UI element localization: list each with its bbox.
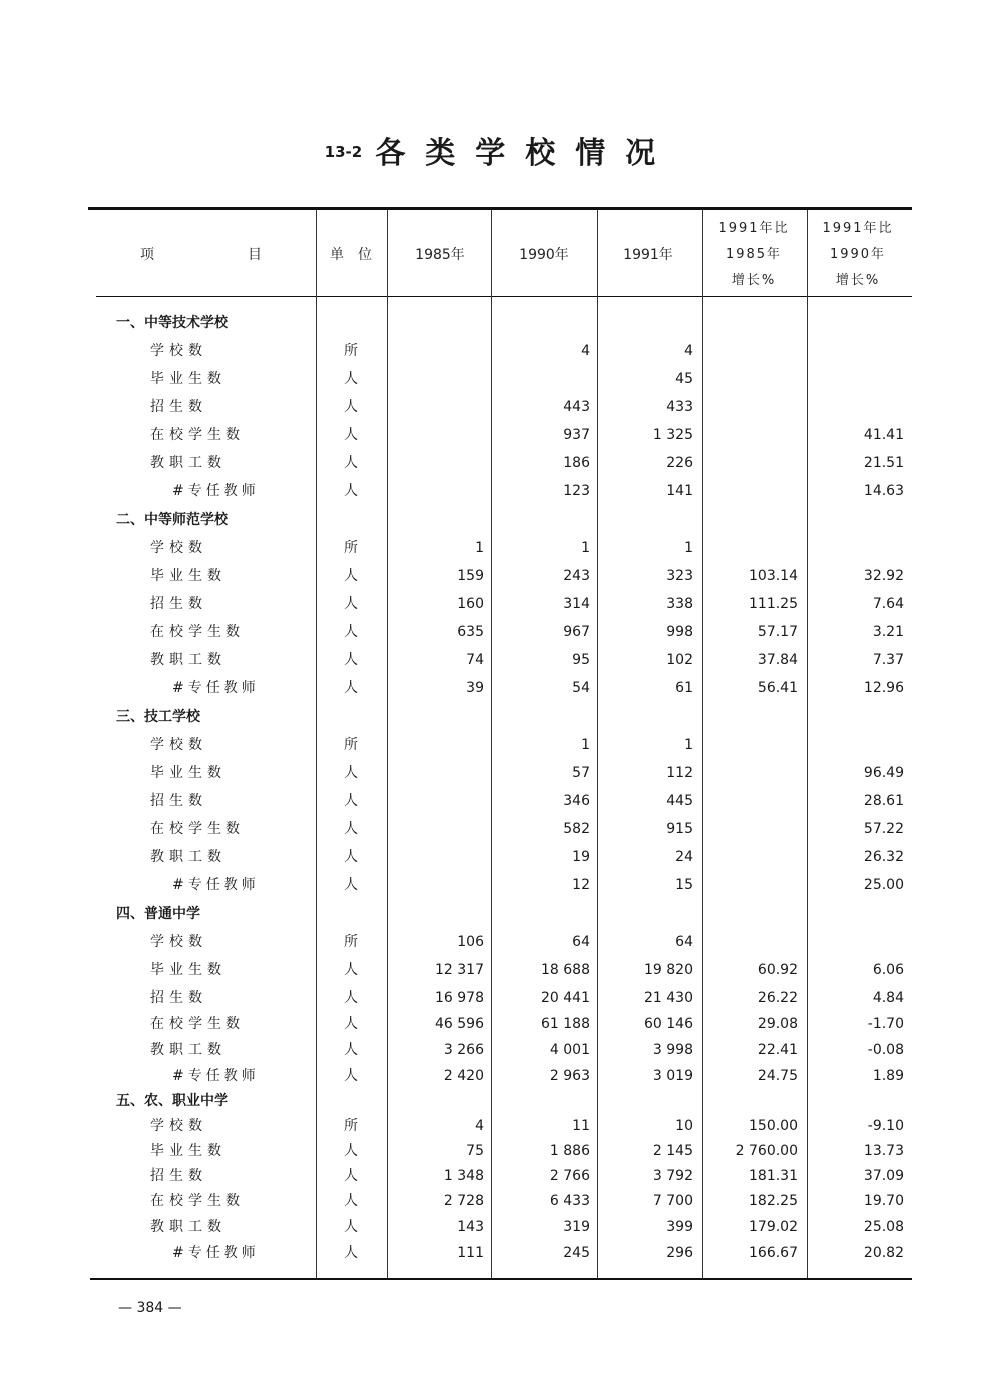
value-1990: 12 [572, 877, 590, 893]
table-row [0, 366, 1000, 392]
row-label: 学校数 [150, 540, 207, 556]
table-row [0, 619, 1000, 645]
growth-vs-1990: 32.92 [863, 568, 904, 584]
value-1991: 2 145 [652, 1143, 693, 1159]
row-label: 毕业生数 [150, 962, 226, 978]
header-growth-1990-l1: 1991年比 [822, 221, 894, 236]
table-row [0, 1113, 1000, 1139]
row-unit: 人 [344, 1143, 358, 1159]
header-growth-1990-l2: 1990年 [829, 247, 887, 262]
row-label: 在校学生数 [150, 821, 245, 837]
value-1990: 4 001 [549, 1042, 590, 1058]
table-row [0, 394, 1000, 420]
row-unit: 人 [344, 483, 358, 499]
growth-vs-1985: 60.92 [757, 962, 798, 978]
value-1991: 1 [684, 737, 693, 753]
value-1990: 346 [563, 793, 590, 809]
table-row [0, 929, 1000, 955]
table-row [0, 478, 1000, 504]
row-unit: 人 [344, 568, 358, 584]
row-unit: 人 [344, 1245, 358, 1261]
value-1991: 61 [675, 680, 693, 696]
value-1991: 60 146 [644, 1016, 693, 1032]
header-unit: 单位 [330, 247, 386, 263]
table-row [0, 422, 1000, 448]
value-1990: 20 441 [541, 990, 590, 1006]
table-row [0, 1037, 1000, 1063]
table-row [0, 1188, 1000, 1214]
row-label: #专任教师 [172, 877, 260, 893]
row-unit: 人 [344, 652, 358, 668]
growth-vs-1990: -0.08 [867, 1042, 904, 1058]
table-row [0, 1240, 1000, 1266]
value-1991: 141 [666, 483, 693, 499]
row-label: 在校学生数 [150, 427, 245, 443]
growth-vs-1990: 7.37 [872, 652, 904, 668]
row-unit: 人 [344, 990, 358, 1006]
value-1990: 2 963 [549, 1068, 590, 1084]
value-1991: 3 792 [652, 1168, 693, 1184]
row-unit: 人 [344, 1193, 358, 1209]
table-row [0, 872, 1000, 898]
value-1990: 245 [563, 1245, 590, 1261]
value-1985: 4 [475, 1118, 484, 1134]
row-unit: 人 [344, 821, 358, 837]
row-label: 学校数 [150, 343, 207, 359]
top-rule [88, 207, 912, 210]
value-1991: 102 [666, 652, 693, 668]
row-label: 教职工数 [150, 1219, 226, 1235]
value-1990: 95 [572, 652, 590, 668]
value-1985: 46 596 [435, 1016, 484, 1032]
table-row [0, 450, 1000, 476]
value-1990: 443 [563, 399, 590, 415]
value-1990: 314 [563, 596, 590, 612]
row-unit: 人 [344, 680, 358, 696]
value-1991: 226 [666, 455, 693, 471]
value-1990: 1 [581, 540, 590, 556]
value-1991: 24 [675, 849, 693, 865]
row-unit: 人 [344, 1068, 358, 1084]
value-1990: 186 [563, 455, 590, 471]
value-1991: 19 820 [644, 962, 693, 978]
growth-vs-1990: -9.10 [867, 1118, 904, 1134]
value-1990: 19 [572, 849, 590, 865]
row-label: 在校学生数 [150, 1016, 245, 1032]
growth-vs-1985: 179.02 [749, 1219, 798, 1235]
header-item-b-wrap [248, 244, 262, 264]
value-1990: 61 188 [541, 1016, 590, 1032]
section-title: 三、技工学校 [116, 709, 200, 725]
value-1990: 319 [563, 1219, 590, 1235]
value-1991: 1 [684, 540, 693, 556]
row-unit: 人 [344, 371, 358, 387]
row-label: 教职工数 [150, 652, 226, 668]
table-row [0, 760, 1000, 786]
row-label: 招生数 [150, 990, 207, 1006]
table-title: 各类学校情况 [375, 136, 676, 171]
value-1991: 7 700 [652, 1193, 693, 1209]
table-row [0, 1163, 1000, 1189]
value-1991: 4 [684, 343, 693, 359]
value-1985: 2 420 [443, 1068, 484, 1084]
growth-vs-1990: 21.51 [863, 455, 904, 471]
growth-vs-1990: 19.70 [863, 1193, 904, 1209]
header-item-b: 目 [248, 247, 262, 263]
growth-vs-1985: 22.41 [757, 1042, 798, 1058]
value-1985: 106 [457, 934, 484, 950]
row-label: 毕业生数 [150, 371, 226, 387]
row-label: 毕业生数 [150, 568, 226, 584]
growth-vs-1985: 24.75 [757, 1068, 798, 1084]
row-label: #专任教师 [172, 483, 260, 499]
row-label: 教职工数 [150, 849, 226, 865]
row-unit: 人 [344, 793, 358, 809]
value-1985: 1 348 [443, 1168, 484, 1184]
value-1985: 74 [466, 652, 484, 668]
value-1990: 2 766 [549, 1168, 590, 1184]
header-item-a: 项 [140, 247, 154, 263]
value-1991: 3 998 [652, 1042, 693, 1058]
table-row [0, 1011, 1000, 1037]
growth-vs-1990: 96.49 [863, 765, 904, 781]
growth-vs-1985: 29.08 [757, 1016, 798, 1032]
row-label: 在校学生数 [150, 624, 245, 640]
row-unit: 人 [344, 624, 358, 640]
table-row [0, 957, 1000, 983]
value-1985: 3 266 [443, 1042, 484, 1058]
growth-vs-1990: 4.84 [872, 990, 904, 1006]
value-1990: 243 [563, 568, 590, 584]
row-unit: 人 [344, 455, 358, 471]
row-unit: 人 [344, 1219, 358, 1235]
value-1990: 54 [572, 680, 590, 696]
value-1991: 10 [675, 1118, 693, 1134]
growth-vs-1985: 56.41 [757, 680, 798, 696]
value-1990: 1 [581, 737, 590, 753]
row-unit: 所 [344, 343, 358, 359]
section-row [0, 1088, 1000, 1114]
value-1985: 39 [466, 680, 484, 696]
value-1985: 159 [457, 568, 484, 584]
value-1985: 143 [457, 1219, 484, 1235]
row-unit: 人 [344, 1016, 358, 1032]
growth-vs-1990: 25.08 [863, 1219, 904, 1235]
value-1985: 111 [457, 1245, 484, 1261]
value-1990: 582 [563, 821, 590, 837]
value-1985: 75 [466, 1143, 484, 1159]
header-growth-1985 [704, 216, 804, 294]
growth-vs-1985: 2 760.00 [735, 1143, 798, 1159]
row-label: #专任教师 [172, 1245, 260, 1261]
table-row [0, 1214, 1000, 1240]
value-1985: 2 728 [443, 1193, 484, 1209]
row-label: 学校数 [150, 737, 207, 753]
header-growth-1985-l1: 1991年比 [718, 221, 790, 236]
growth-vs-1985: 182.25 [749, 1193, 798, 1209]
growth-vs-1990: 41.41 [863, 427, 904, 443]
growth-vs-1985: 103.14 [749, 568, 798, 584]
header-rule [96, 296, 912, 297]
header-growth-1990 [808, 216, 908, 294]
growth-vs-1990: 3.21 [872, 624, 904, 640]
value-1991: 3 019 [652, 1068, 693, 1084]
value-1991: 399 [666, 1219, 693, 1235]
table-row [0, 844, 1000, 870]
row-label: 毕业生数 [150, 1143, 226, 1159]
row-unit: 人 [344, 1168, 358, 1184]
bottom-rule [90, 1278, 912, 1280]
value-1991: 15 [675, 877, 693, 893]
row-label: 学校数 [150, 934, 207, 950]
row-unit: 人 [344, 849, 358, 865]
table-row [0, 1063, 1000, 1089]
row-label: 招生数 [150, 793, 207, 809]
header-1991: 1991年 [623, 247, 673, 263]
row-label: 学校数 [150, 1118, 207, 1134]
growth-vs-1990: 6.06 [872, 962, 904, 978]
table-row [0, 338, 1000, 364]
value-1991: 433 [666, 399, 693, 415]
table-row [0, 985, 1000, 1011]
row-label: 招生数 [150, 596, 207, 612]
value-1990: 57 [572, 765, 590, 781]
header-1990: 1990年 [519, 247, 569, 263]
row-unit: 人 [344, 427, 358, 443]
table-number: 13-2 [324, 143, 363, 161]
header-growth-1985-l2: 1985年 [725, 247, 783, 262]
row-unit: 所 [344, 934, 358, 950]
section-row [0, 507, 1000, 533]
value-1991: 1 325 [652, 427, 693, 443]
growth-vs-1985: 150.00 [749, 1118, 798, 1134]
value-1991: 45 [675, 371, 693, 387]
table-row [0, 816, 1000, 842]
value-1990: 967 [563, 624, 590, 640]
growth-vs-1985: 26.22 [757, 990, 798, 1006]
row-unit: 人 [344, 399, 358, 415]
page-title [0, 128, 1000, 172]
row-label: 招生数 [150, 1168, 207, 1184]
header-item [140, 244, 154, 264]
growth-vs-1990: 57.22 [863, 821, 904, 837]
table-row [0, 591, 1000, 617]
row-unit: 人 [344, 596, 358, 612]
row-label: 教职工数 [150, 455, 226, 471]
table-row [0, 563, 1000, 589]
row-label: 教职工数 [150, 1042, 226, 1058]
section-title: 四、普通中学 [116, 906, 200, 922]
growth-vs-1990: 13.73 [863, 1143, 904, 1159]
section-title: 一、中等技术学校 [116, 315, 228, 331]
header-growth-1985-l3: 增长% [731, 273, 777, 288]
row-unit: 所 [344, 737, 358, 753]
row-label: #专任教师 [172, 680, 260, 696]
table-row [0, 535, 1000, 561]
value-1991: 998 [666, 624, 693, 640]
page-number: — 384 — [118, 1300, 182, 1316]
table-row [0, 732, 1000, 758]
row-unit: 人 [344, 877, 358, 893]
value-1990: 64 [572, 934, 590, 950]
value-1985: 160 [457, 596, 484, 612]
growth-vs-1990: 25.00 [863, 877, 904, 893]
section-title: 二、中等师范学校 [116, 512, 228, 528]
growth-vs-1985: 166.67 [749, 1245, 798, 1261]
row-unit: 所 [344, 540, 358, 556]
row-label: #专任教师 [172, 1068, 260, 1084]
value-1991: 323 [666, 568, 693, 584]
row-unit: 人 [344, 1042, 358, 1058]
row-unit: 所 [344, 1118, 358, 1134]
row-unit: 人 [344, 962, 358, 978]
row-label: 毕业生数 [150, 765, 226, 781]
row-unit: 人 [344, 765, 358, 781]
value-1991: 21 430 [644, 990, 693, 1006]
growth-vs-1990: 1.89 [872, 1068, 904, 1084]
value-1990: 18 688 [541, 962, 590, 978]
growth-vs-1990: 28.61 [863, 793, 904, 809]
value-1991: 112 [666, 765, 693, 781]
growth-vs-1985: 57.17 [757, 624, 798, 640]
value-1985: 16 978 [435, 990, 484, 1006]
value-1990: 123 [563, 483, 590, 499]
section-row [0, 901, 1000, 927]
growth-vs-1990: 20.82 [863, 1245, 904, 1261]
value-1990: 937 [563, 427, 590, 443]
table-row [0, 1138, 1000, 1164]
row-label: 招生数 [150, 399, 207, 415]
value-1985: 635 [457, 624, 484, 640]
value-1991: 296 [666, 1245, 693, 1261]
value-1991: 338 [666, 596, 693, 612]
header-growth-1990-l3: 增长% [835, 273, 881, 288]
growth-vs-1990: -1.70 [867, 1016, 904, 1032]
growth-vs-1990: 12.96 [863, 680, 904, 696]
growth-vs-1990: 37.09 [863, 1168, 904, 1184]
value-1990: 6 433 [549, 1193, 590, 1209]
growth-vs-1990: 14.63 [863, 483, 904, 499]
value-1990: 4 [581, 343, 590, 359]
section-row [0, 704, 1000, 730]
value-1985: 1 [475, 540, 484, 556]
table-row [0, 788, 1000, 814]
table-row [0, 675, 1000, 701]
section-title: 五、农、职业中学 [116, 1093, 228, 1109]
row-label: 在校学生数 [150, 1193, 245, 1209]
growth-vs-1985: 37.84 [757, 652, 798, 668]
value-1991: 915 [666, 821, 693, 837]
growth-vs-1985: 111.25 [749, 596, 798, 612]
value-1991: 445 [666, 793, 693, 809]
growth-vs-1990: 26.32 [863, 849, 904, 865]
section-row [0, 310, 1000, 336]
value-1990: 1 886 [549, 1143, 590, 1159]
value-1990: 11 [572, 1118, 590, 1134]
growth-vs-1990: 7.64 [872, 596, 904, 612]
value-1991: 64 [675, 934, 693, 950]
header-1985: 1985年 [415, 247, 465, 263]
table-row [0, 647, 1000, 673]
growth-vs-1985: 181.31 [749, 1168, 798, 1184]
value-1985: 12 317 [435, 962, 484, 978]
